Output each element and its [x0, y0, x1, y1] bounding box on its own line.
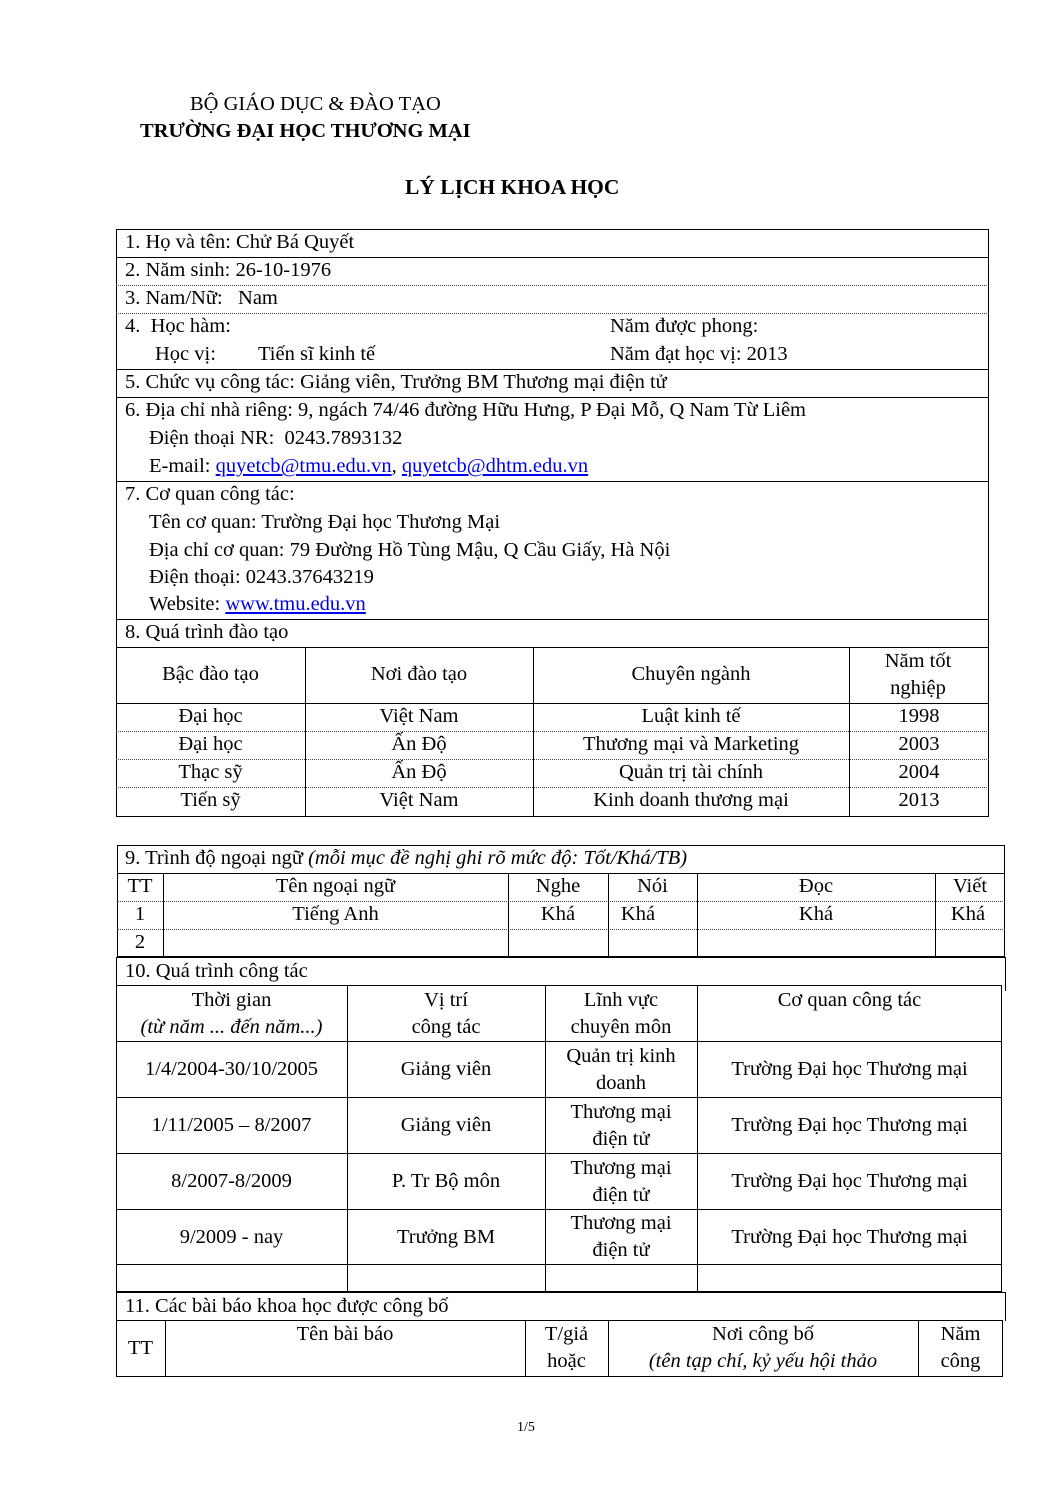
papers-header-author-2: hoặc	[547, 1350, 586, 1372]
address-field: 6. Địa chỉ nhà riêng: 9, ngách 74/46 đường Hữu Hưng, P Đại Mỗ, Q Nam Từ Liêm	[125, 399, 807, 421]
degree-value: Tiến sĩ kinh tế	[258, 343, 376, 365]
language-cell: Tiếng Anh	[292, 903, 379, 925]
language-heading-note: (mỗi mục đề nghị ghi rõ mức độ: Tốt/Khá/TB)	[308, 847, 688, 869]
work-cell-field: Thương mại	[570, 1212, 672, 1234]
papers-heading: 11. Các bài báo khoa học được công bố	[125, 1295, 449, 1317]
work-cell-field: Thương mại	[570, 1101, 672, 1123]
page-number: 1/5	[517, 1420, 535, 1435]
email-separator: ,	[391, 455, 402, 477]
language-header-writing: Viết	[952, 875, 988, 897]
training-cell: Ấn Độ	[391, 761, 447, 783]
training-cell: 2013	[898, 789, 940, 811]
work-cell-position: Trưởng BM	[396, 1226, 496, 1248]
agency-name: Tên cơ quan: Trường Đại học Thương Mại	[149, 511, 501, 533]
training-cell: Việt Nam	[379, 789, 459, 811]
work-header-time-note: (từ năm ... đến năm...)	[140, 1016, 323, 1038]
work-cell-org: Trường Đại học Thương mại	[731, 1226, 968, 1248]
papers-header-title: Tên bài báo	[296, 1323, 394, 1345]
work-cell-org: Trường Đại học Thương mại	[731, 1114, 968, 1136]
language-cell: 1	[134, 903, 146, 925]
language-header-reading: Đọc	[798, 875, 834, 897]
work-cell-time: 1/11/2005 – 8/2007	[151, 1114, 312, 1136]
work-header-position: Vị trí	[424, 989, 468, 1011]
ministry-name: BỘ GIÁO DỤC & ĐÀO TẠO	[190, 93, 441, 115]
training-cell: Quản trị tài chính	[618, 761, 764, 783]
training-cell: Kinh doanh thương mại	[593, 789, 789, 811]
language-header-name: Tên ngoại ngữ	[275, 875, 396, 897]
training-cell: Tiến sỹ	[180, 789, 241, 811]
training-header-place: Nơi đào tạo	[370, 663, 468, 685]
training-cell: Ấn Độ	[391, 733, 447, 755]
work-cell-field: Quản trị kinh	[566, 1045, 676, 1067]
email-link-1[interactable]: quyetcb@tmu.edu.vn	[215, 455, 392, 477]
training-cell: Đại học	[178, 733, 243, 755]
website-label: Website:	[149, 593, 226, 615]
agency-address: Địa chỉ cơ quan: 79 Đường Hồ Tùng Mậu, Q Cầu Giấy, Hà Nội	[149, 539, 671, 561]
work-cell-position: Giảng viên	[400, 1058, 492, 1080]
agency-heading: 7. Cơ quan công tác:	[125, 483, 295, 505]
work-cell-field-2: điện tử	[592, 1239, 650, 1261]
training-header-major: Chuyên ngành	[631, 663, 751, 685]
training-header-year: Năm tốt nghiệp	[884, 650, 952, 699]
training-cell: Thương mại và Marketing	[582, 733, 800, 755]
language-heading-text: 9. Trình độ ngoại ngữ	[125, 847, 309, 869]
training-header-level: Bậc đào tạo	[162, 663, 259, 685]
work-heading: 10. Quá trình công tác	[125, 960, 308, 982]
work-cell-field-2: doanh	[595, 1072, 647, 1094]
training-cell: Việt Nam	[379, 705, 459, 727]
training-cell: Đại học	[178, 705, 243, 727]
language-header-listening: Nghe	[535, 875, 581, 897]
training-cell: 1998	[898, 705, 940, 727]
work-header-time: Thời gian	[191, 989, 272, 1011]
birth-field: 2. Năm sinh: 26-10-1976	[125, 259, 332, 281]
agency-website-row	[149, 591, 366, 618]
language-header-speaking: Nói	[637, 875, 668, 897]
papers-header-year-2: công	[940, 1350, 981, 1372]
position-field: 5. Chức vụ công tác: Giảng viên, Trưởng BM Thương mại điện tử	[125, 371, 667, 393]
work-cell-time: 9/2009 - nay	[179, 1226, 284, 1248]
work-cell-field-2: điện tử	[592, 1128, 650, 1150]
work-cell-time: 8/2007-8/2009	[171, 1170, 292, 1192]
email-label: E-mail:	[149, 455, 216, 477]
email-field	[149, 453, 588, 480]
home-phone-field: Điện thoại NR: 0243.7893132	[149, 427, 403, 449]
language-cell: Khá	[798, 903, 834, 925]
training-cell: Thạc sỹ	[178, 761, 243, 783]
papers-header-venue: Nơi công bố	[712, 1323, 814, 1345]
rank-year-label: Năm được phong:	[610, 315, 759, 337]
language-cell: Khá	[540, 903, 576, 925]
work-cell-position: Giảng viên	[400, 1114, 492, 1136]
university-name: TRƯỜNG ĐẠI HỌC THƯƠNG MẠI	[140, 120, 471, 142]
degree-label: Học vị:	[155, 343, 216, 365]
language-cell: 2	[134, 931, 146, 953]
work-cell-time: 1/4/2004-30/10/2005	[144, 1058, 319, 1080]
work-cell-position: P. Tr Bộ môn	[391, 1170, 501, 1192]
website-link[interactable]: www.tmu.edu.vn	[225, 593, 366, 615]
academic-rank-label: 4. Học hàm:	[125, 315, 231, 337]
email-link-2[interactable]: quyetcb@dhtm.edu.vn	[401, 455, 589, 477]
training-cell: Luật kinh tế	[641, 705, 741, 727]
agency-phone: Điện thoại: 0243.37643219	[149, 566, 374, 588]
language-header-tt: TT	[127, 875, 153, 897]
work-cell-field-2: điện tử	[592, 1184, 650, 1206]
work-cell-org: Trường Đại học Thương mại	[731, 1058, 968, 1080]
work-cell-field: Thương mại	[570, 1157, 672, 1179]
language-cell: Khá	[620, 903, 656, 925]
papers-header-author: T/giả	[544, 1323, 589, 1345]
papers-header-venue-note: (tên tạp chí, kỷ yếu hội thảo	[648, 1350, 878, 1372]
training-cell: 2003	[898, 733, 940, 755]
work-header-field: Lĩnh vực	[583, 989, 659, 1011]
language-heading	[125, 845, 687, 872]
papers-header-tt: TT	[127, 1337, 154, 1359]
name-field: 1. Họ và tên: Chử Bá Quyết	[125, 231, 355, 253]
language-cell: Khá	[950, 903, 986, 925]
gender-field: 3. Nam/Nữ: Nam	[125, 287, 278, 309]
work-cell-org: Trường Đại học Thương mại	[731, 1170, 968, 1192]
work-header-org: Cơ quan công tác	[777, 989, 922, 1011]
papers-header-year: Năm	[940, 1323, 981, 1345]
degree-year: Năm đạt học vị: 2013	[610, 343, 788, 365]
training-heading: 8. Quá trình đào tạo	[125, 621, 289, 643]
work-header-position-2: công tác	[411, 1016, 481, 1038]
training-cell: 2004	[898, 761, 940, 783]
work-header-field-2: chuyên môn	[570, 1016, 672, 1038]
page-title: LÝ LỊCH KHOA HỌC	[405, 175, 620, 199]
